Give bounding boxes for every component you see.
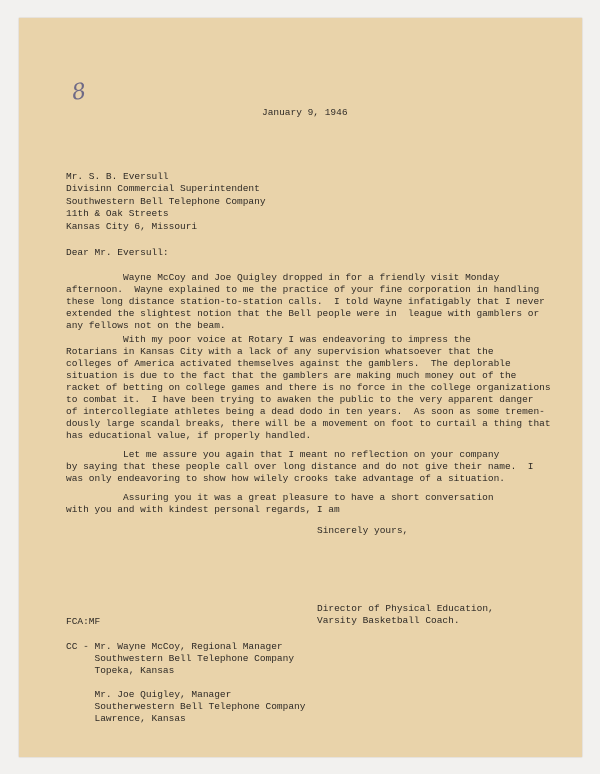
text-line: Let me assure you again that I meant no reflection on your company bbox=[66, 449, 500, 460]
recipient-city: Kansas City 6, Missouri bbox=[66, 221, 198, 232]
closing: Sincerely yours, bbox=[317, 525, 409, 536]
text-line: by saying that these people call over long distance and do not give their name. I bbox=[66, 461, 534, 472]
salutation: Dear Mr. Eversull: bbox=[66, 247, 169, 258]
text-line: afternoon. Wayne explained to me the practice of your fine corporation in handling bbox=[66, 284, 540, 295]
text-line: of intercollegiate athletes being a dead dodo in ten years. As soon as some tremen- bbox=[66, 406, 545, 417]
recipient-name: Mr. S. B. Eversull bbox=[66, 171, 169, 182]
text-line: to combat it. I have been trying to awaken the public to the very apparent danger bbox=[66, 394, 534, 405]
cc-line: Mr. Joe Quigley, Manager bbox=[66, 689, 232, 700]
text-line: has educational value, if properly handled. bbox=[66, 430, 312, 441]
text-line: colleges of America activated themselves against the gamblers. The deplorable bbox=[66, 358, 511, 369]
signature-title-line: Varsity Basketball Coach. bbox=[317, 615, 460, 626]
recipient-title: Divisinn Commercial Superintendent bbox=[66, 183, 260, 194]
text-line: Wayne McCoy and Joe Quigley dropped in for a friendly visit Monday bbox=[66, 272, 500, 283]
handwritten-page-number: 8 bbox=[70, 79, 88, 106]
signature-title-line: Director of Physical Education, bbox=[317, 603, 494, 614]
recipient-company: Southwestern Bell Telephone Company bbox=[66, 196, 266, 207]
cc-line: Topeka, Kansas bbox=[66, 665, 175, 676]
text-line: was only endeavoring to show how wilely crooks take advantage of a situation. bbox=[66, 473, 505, 484]
text-line: these long distance station-to-station calls. I told Wayne infatigably that I never bbox=[66, 296, 545, 307]
text-line: any fellows not on the beam. bbox=[66, 320, 226, 331]
cc-line: Lawrence, Kansas bbox=[66, 713, 186, 724]
typist-initials: FCA:MF bbox=[66, 616, 101, 627]
text-line: Assuring you it was a great pleasure to have a short conversation bbox=[66, 492, 494, 503]
text-line: dously large scandal breaks, there will be a movement on foot to curtail a thing that bbox=[66, 418, 551, 429]
cc-line: Southerwestern Bell Telephone Company bbox=[66, 701, 306, 712]
recipient-street: 11th & Oak Streets bbox=[66, 208, 169, 219]
text-line: extended the slightest notion that the Bell people were in league with gamblers or bbox=[66, 308, 540, 319]
text-line: With my poor voice at Rotary I was endeavoring to impress the bbox=[66, 334, 471, 345]
cc-line: CC - Mr. Wayne McCoy, Regional Manager bbox=[66, 641, 283, 652]
text-line: racket of betting on college games and there is no force in the college organizations bbox=[66, 382, 551, 393]
text-line: situation is due to the fact that the gamblers are making much money out of the bbox=[66, 370, 517, 381]
text-line: Rotarians in Kansas City with a lack of any supervision whatsoever that the bbox=[66, 346, 494, 357]
letter-date: January 9, 1946 bbox=[262, 107, 348, 118]
cc-line: Southwestern Bell Telephone Company bbox=[66, 653, 295, 664]
text-line: with you and with kindest personal regards, I am bbox=[66, 504, 340, 515]
